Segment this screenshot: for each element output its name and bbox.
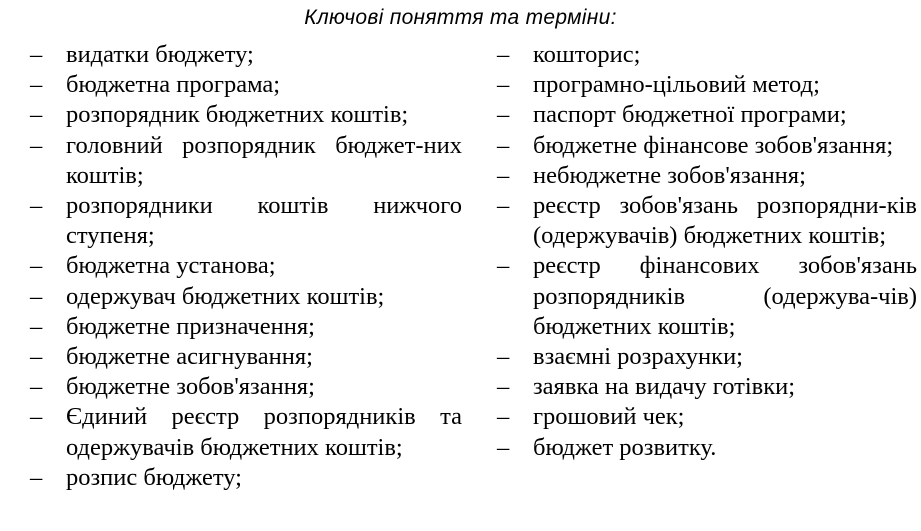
dash-bullet: – xyxy=(30,312,43,340)
dash-bullet: – xyxy=(497,41,510,68)
term-list-item xyxy=(497,131,917,161)
term-text: реєстр зобов'язань розпорядни-ків (одержувачів) бюджетних коштів; xyxy=(533,192,917,250)
term-text: кошторис; xyxy=(533,41,641,68)
dash-bullet: – xyxy=(30,282,43,310)
term-text: бюджет розвитку. xyxy=(533,433,717,461)
term-text: розпорядники коштів нижчого ступеня; xyxy=(66,192,462,250)
term-list-item xyxy=(497,100,917,130)
term-list-item xyxy=(497,372,917,402)
term-text: взаємні розрахунки; xyxy=(533,343,743,371)
term-list-item xyxy=(30,100,462,130)
term-list-item xyxy=(30,131,462,191)
left-term-list xyxy=(30,40,462,493)
term-text: небюджетне зобов'язання; xyxy=(533,161,806,189)
term-list-item xyxy=(30,282,462,312)
dash-bullet: – xyxy=(30,192,43,220)
term-text: одержувач бюджетних коштів; xyxy=(66,282,385,310)
term-list-item xyxy=(497,70,917,100)
term-list-item xyxy=(497,402,917,432)
term-text: видатки бюджету; xyxy=(66,41,254,68)
term-list-item xyxy=(30,372,462,402)
term-list-item xyxy=(30,40,462,70)
term-text: головний розпорядник бюджет-них коштів; xyxy=(66,131,462,189)
dash-bullet: – xyxy=(497,131,510,159)
term-text: програмно-цільовий метод; xyxy=(533,71,820,99)
right-term-list xyxy=(497,40,917,463)
dash-bullet: – xyxy=(497,373,510,401)
term-text: бюджетна програма; xyxy=(66,71,281,99)
term-list-item xyxy=(30,342,462,372)
term-list-item xyxy=(497,251,917,342)
term-text: бюджетне призначення; xyxy=(66,312,315,340)
dash-bullet: – xyxy=(497,101,510,129)
term-list-item xyxy=(30,70,462,100)
dash-bullet: – xyxy=(30,373,43,401)
dash-bullet: – xyxy=(497,71,510,99)
dash-bullet: – xyxy=(30,403,43,431)
term-list-item xyxy=(497,40,917,70)
dash-bullet: – xyxy=(30,71,43,99)
term-list-item xyxy=(30,312,462,342)
dash-bullet: – xyxy=(30,41,43,68)
term-list-item xyxy=(497,161,917,191)
term-list-item xyxy=(30,191,462,251)
term-text: бюджетна установа; xyxy=(66,252,276,280)
term-list-item xyxy=(497,433,917,463)
dash-bullet: – xyxy=(30,101,43,129)
term-text: бюджетне фінансове зобов'язання; xyxy=(533,131,894,159)
term-text: розпорядник бюджетних коштів; xyxy=(66,101,409,129)
term-list-item xyxy=(30,402,462,462)
term-text: паспорт бюджетної програми; xyxy=(533,101,847,129)
dash-bullet: – xyxy=(30,131,43,159)
dash-bullet: – xyxy=(497,403,510,431)
term-list-item xyxy=(497,191,917,251)
term-list-item xyxy=(30,463,462,493)
term-text: Єдиний реєстр розпорядників та одержувачів бюджетних коштів; xyxy=(66,403,462,461)
term-text: бюджетне зобов'язання; xyxy=(66,373,315,401)
section-title: Ключові поняття та терміни: xyxy=(304,6,617,29)
dash-bullet: – xyxy=(497,161,510,189)
dash-bullet: – xyxy=(497,192,510,220)
term-list-item xyxy=(497,342,917,372)
dash-bullet: – xyxy=(30,252,43,280)
term-text: реєстр фінансових зобов'язань розпорядників (одержува-чів) бюджетних коштів; xyxy=(533,252,917,340)
term-text: розпис бюджету; xyxy=(66,463,242,491)
dash-bullet: – xyxy=(497,252,510,280)
dash-bullet: – xyxy=(30,463,43,491)
dash-bullet: – xyxy=(30,343,43,371)
term-text: бюджетне асигнування; xyxy=(66,343,313,371)
dash-bullet: – xyxy=(497,433,510,461)
term-text: заявка на видачу готівки; xyxy=(533,373,796,401)
term-text: грошовий чек; xyxy=(533,403,685,431)
term-list-item xyxy=(30,251,462,281)
dash-bullet: – xyxy=(497,343,510,371)
